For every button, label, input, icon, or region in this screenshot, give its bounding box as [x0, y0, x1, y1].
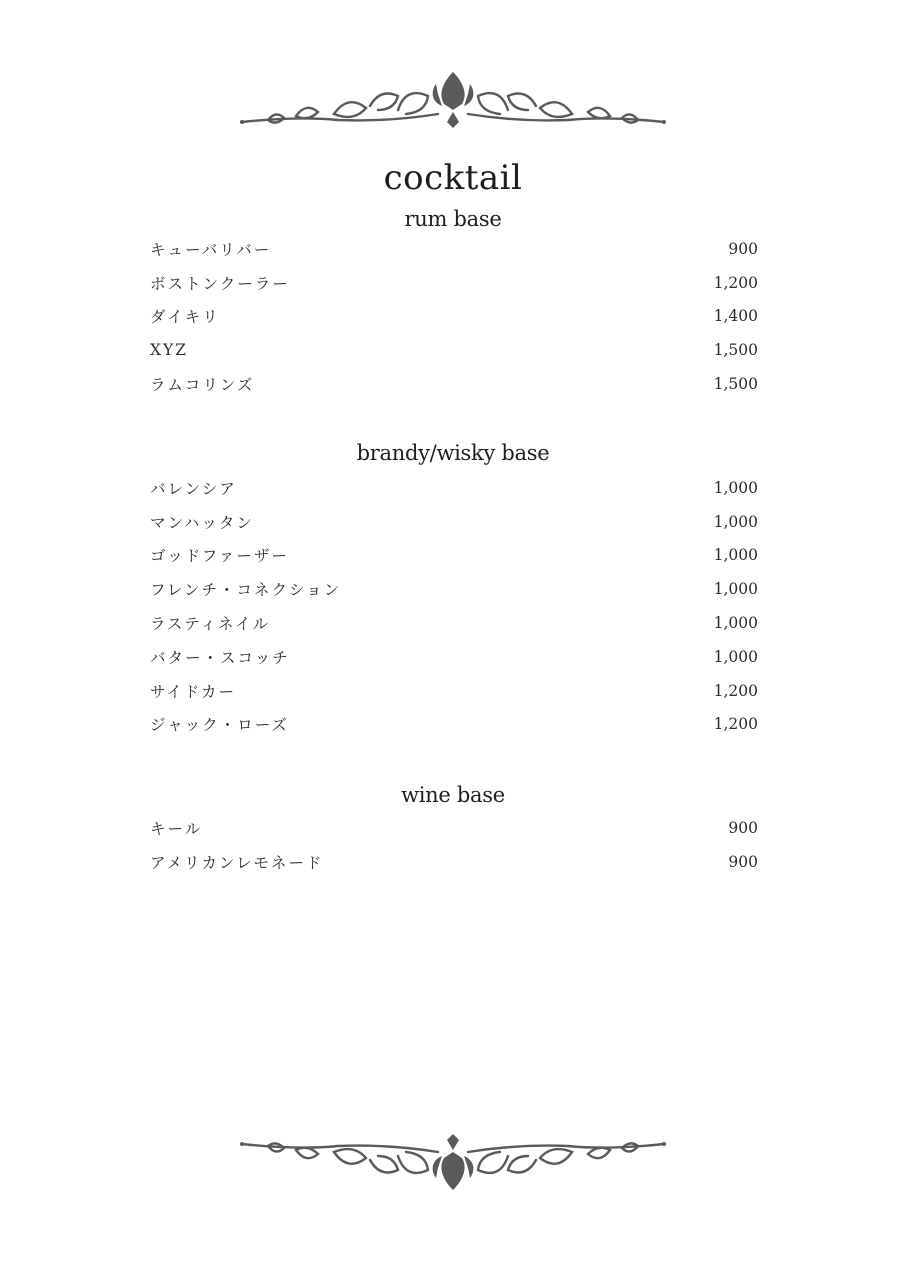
rum-base-list [150, 232, 758, 401]
top-ornament-icon [238, 70, 668, 132]
item-price: 1,500 [713, 341, 758, 360]
list-item [150, 471, 758, 505]
brandy-base-list [150, 471, 758, 741]
item-name: バター・スコッチ [150, 648, 290, 667]
item-price: 1,000 [713, 512, 758, 531]
list-item [150, 640, 758, 674]
item-name: ボストンクーラー [150, 274, 290, 293]
menu-title: cocktail [383, 158, 523, 198]
list-item [150, 266, 758, 300]
item-name: サイドカー [150, 682, 236, 701]
item-price: 900 [728, 818, 758, 837]
item-name: キール [150, 819, 203, 838]
list-item [150, 708, 758, 742]
item-name: マンハッタン [150, 513, 254, 532]
item-price: 1,000 [713, 647, 758, 666]
item-name: ラスティネイル [150, 615, 271, 634]
ornament-svg [238, 70, 668, 132]
item-price: 1,200 [713, 715, 758, 734]
wine-base-list [150, 811, 758, 879]
list-item [150, 572, 758, 606]
list-item [150, 232, 758, 266]
item-name: XYZ [150, 341, 189, 360]
item-name: ゴッドファーザー [150, 547, 289, 566]
list-item [150, 811, 758, 845]
item-price: 1,200 [713, 273, 758, 292]
item-name: ラムコリンズ [150, 376, 255, 395]
list-item [150, 606, 758, 640]
list-item [150, 674, 758, 708]
list-item [150, 300, 758, 334]
item-name: バレンシア [150, 479, 237, 498]
bottom-ornament-icon [238, 1130, 668, 1192]
item-price: 1,200 [713, 681, 758, 700]
item-name: キューバリバー [150, 240, 272, 259]
item-price: 1,400 [713, 307, 758, 326]
item-price: 900 [728, 852, 758, 871]
item-price: 1,000 [713, 580, 758, 599]
list-item [150, 845, 758, 879]
section-heading-rum: rum base [404, 207, 502, 231]
item-price: 1,000 [713, 546, 758, 565]
item-price: 1,500 [713, 375, 758, 394]
item-name: ダイキリ [150, 308, 220, 327]
item-price: 1,000 [713, 614, 758, 633]
section-heading-brandy: brandy/wisky base [356, 441, 550, 465]
item-name: フレンチ・コネクション [150, 581, 342, 600]
item-price: 1,000 [713, 478, 758, 497]
item-name: ジャック・ローズ [150, 716, 289, 735]
list-item [150, 505, 758, 539]
ornament-svg [238, 1130, 668, 1192]
list-item [150, 539, 758, 573]
item-price: 900 [728, 239, 758, 258]
item-name: アメリカンレモネード [150, 853, 324, 872]
section-heading-wine: wine base [401, 783, 505, 807]
list-item [150, 333, 758, 367]
list-item [150, 367, 758, 401]
